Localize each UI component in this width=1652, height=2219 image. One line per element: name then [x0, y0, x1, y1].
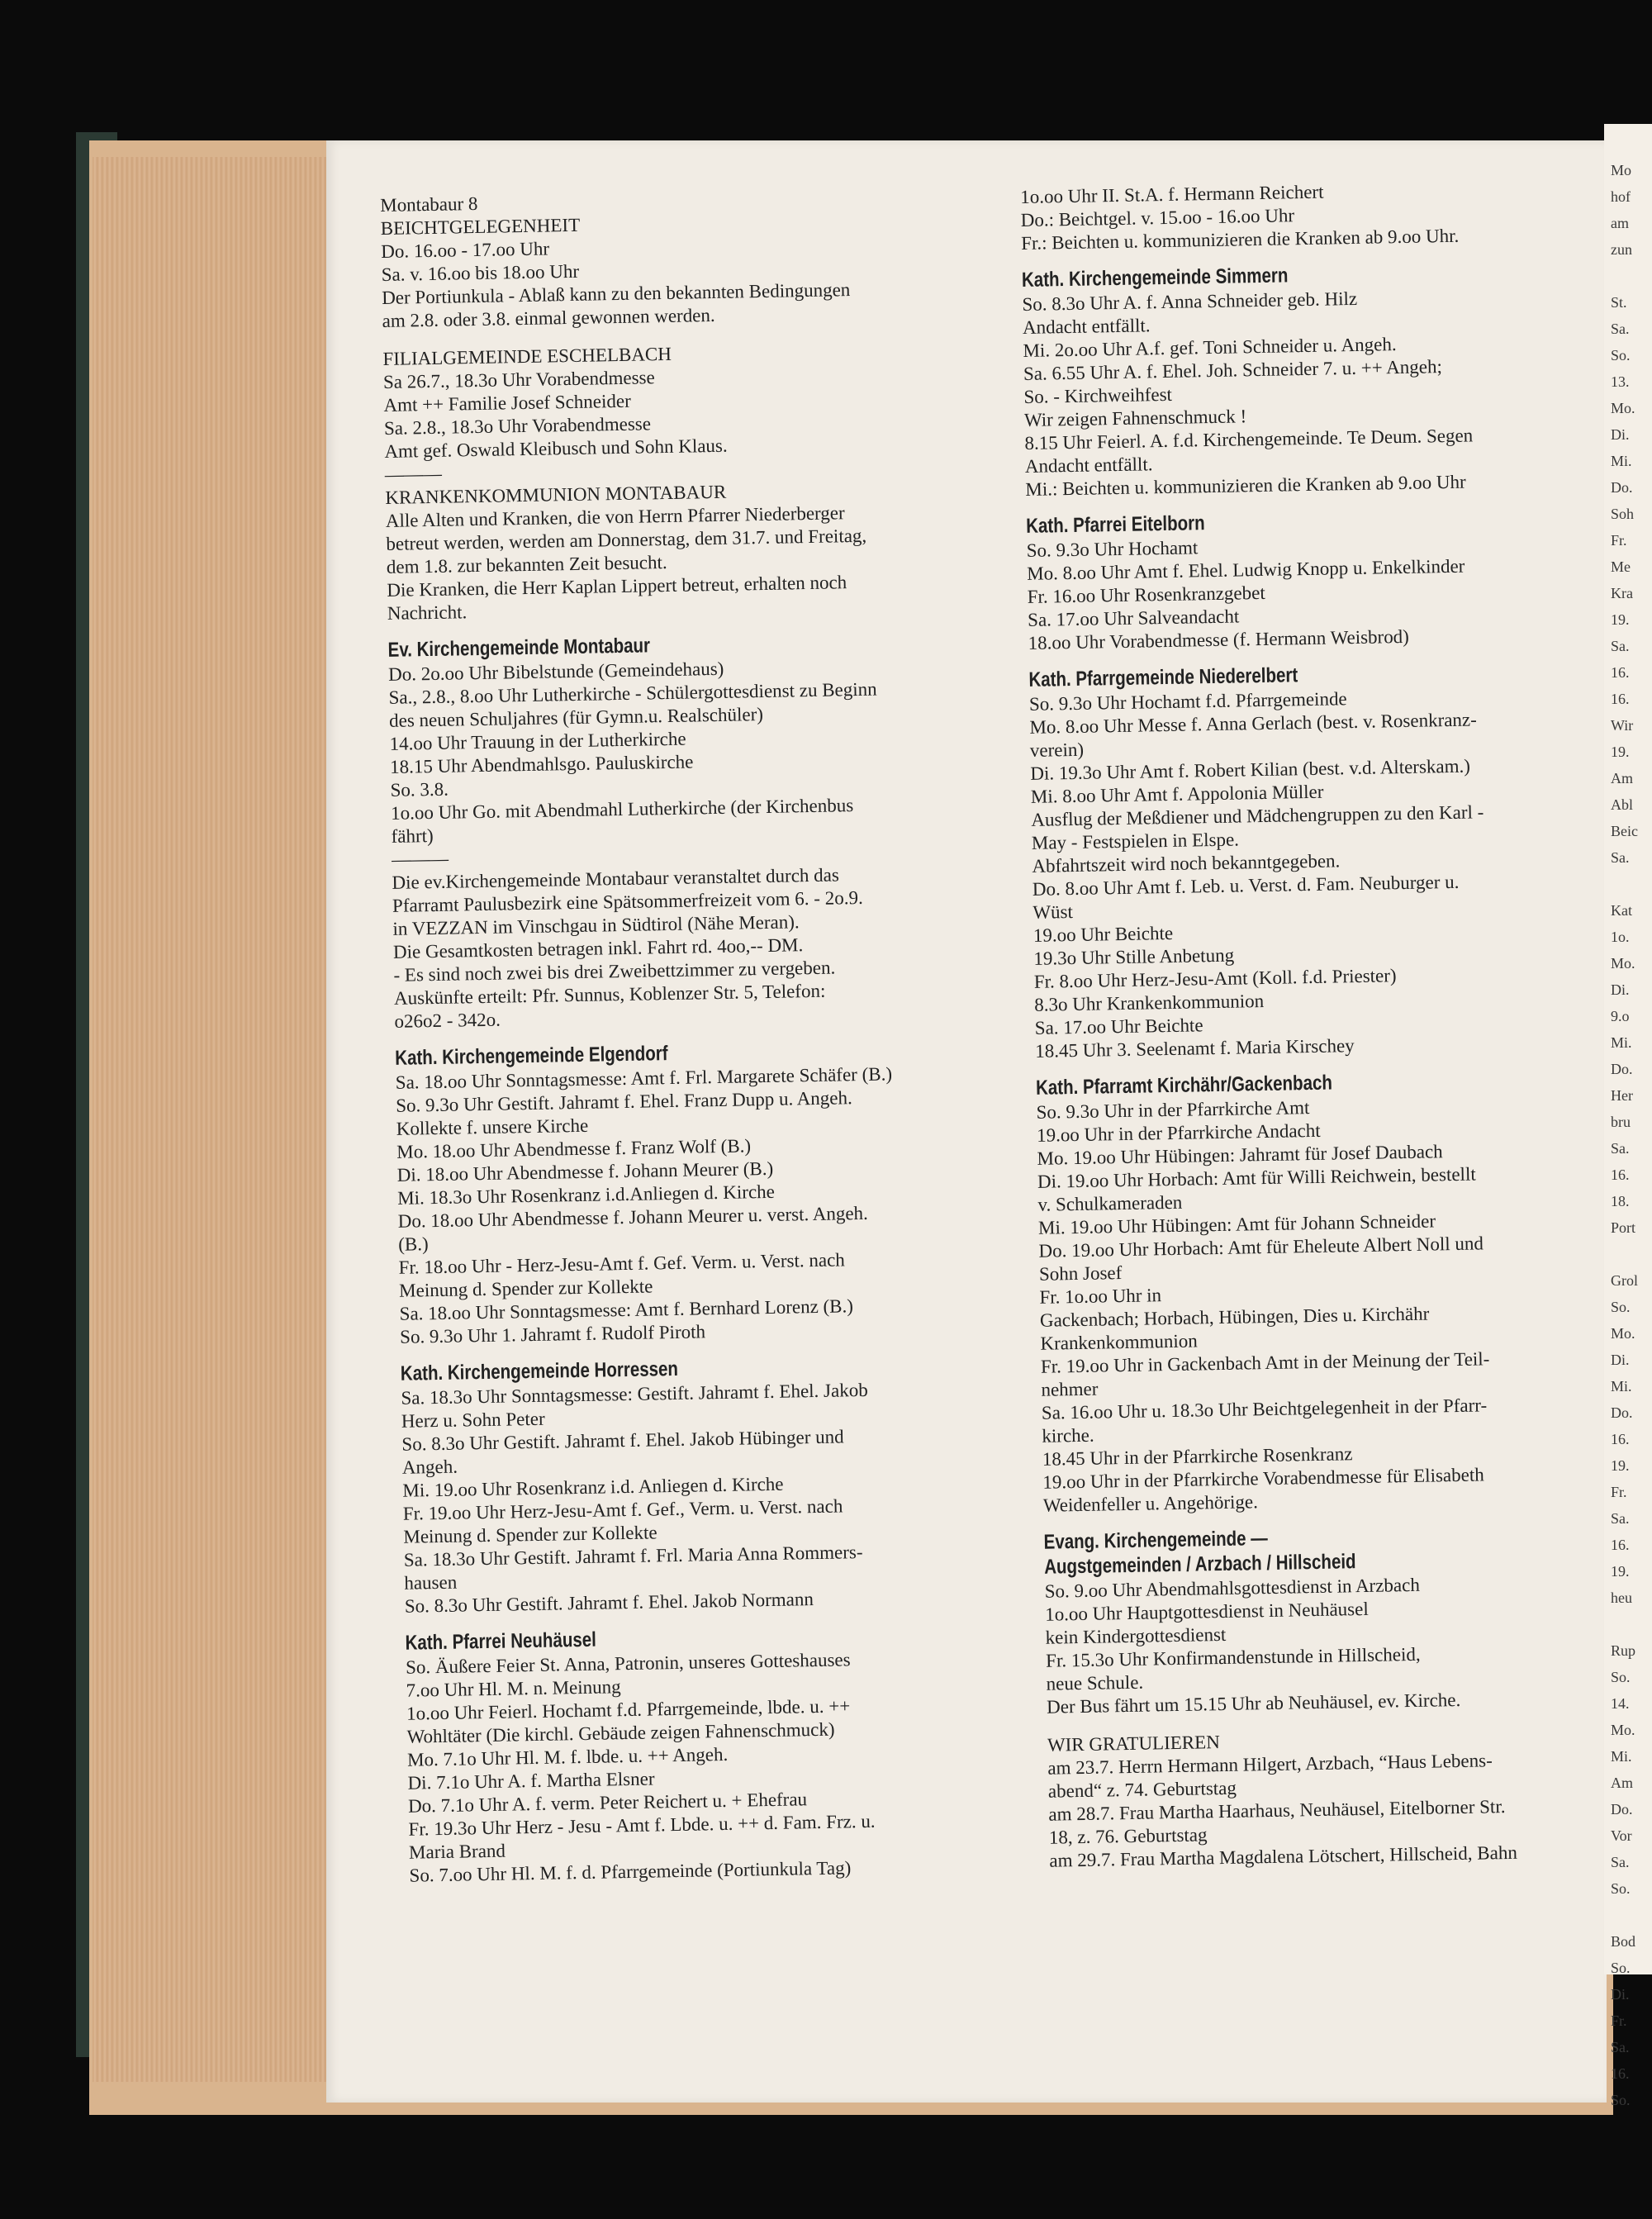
text-line: v. Schulkameraden — [1037, 1191, 1183, 1215]
text-line: Do. 16.oo - 17.oo Uhr — [380, 238, 550, 262]
next-page-fragment: Fr. — [1611, 1484, 1627, 1500]
text-line: Sa. 17.oo Uhr Salveandacht — [1027, 606, 1240, 630]
next-page-fragment: St. — [1611, 294, 1627, 311]
text-line: 19.oo Uhr Beichte — [1032, 922, 1174, 946]
text-line: 1o.oo Uhr Go. mit Abendmahl Lutherkirche (der Kirchenbus — [390, 795, 854, 824]
text-line: abend“ z. 74. Geburtstag — [1047, 1777, 1237, 1802]
next-page-fragment: Me — [1611, 558, 1631, 575]
text-line: ——— — [384, 463, 443, 485]
text-line: Wohltäter (Die kirchl. Gebäude zeigen Fahnenschmuck) — [406, 1718, 835, 1747]
next-page-fragment: Di. — [1611, 981, 1630, 998]
text-line: So. - Kirchweihfest — [1023, 383, 1173, 407]
text-line: Mi. 2o.oo Uhr A.f. gef. Toni Schneider u. Angeh. — [1023, 334, 1397, 361]
next-page-fragment: Do. — [1611, 479, 1633, 496]
text-line: 1o.oo Uhr II. St.A. f. Hermann Reichert — [1020, 181, 1324, 207]
text-line: Do.: Beichtgel. v. 15.oo - 16.oo Uhr — [1020, 205, 1295, 230]
section-heading: Kath. Pfarrei Neuhäusel — [405, 1627, 597, 1655]
text-line: Wir zeigen Fahnenschmuck ! — [1023, 406, 1247, 430]
section-heading: Kath. Pfarrgemeinde Niederelbert — [1028, 663, 1298, 691]
text-line: 7.oo Uhr Hl. M. n. Meinung — [406, 1676, 621, 1701]
text-line: Ausflug der Meßdiener und Mädchengruppen zu den Karl - — [1031, 801, 1484, 830]
next-page-fragment: 16. — [1611, 664, 1630, 681]
next-page-fragment: Di. — [1611, 1352, 1630, 1368]
text-line: Meinung d. Spender zur Kollekte — [398, 1276, 653, 1301]
next-page-fragment: Am — [1611, 1775, 1633, 1791]
text-line: Fr. 1o.oo Uhr in — [1039, 1285, 1162, 1308]
text-line: Do. 19.oo Uhr Horbach: Amt für Eheleute Albert Noll und — [1038, 1233, 1484, 1262]
next-page-fragment: Sa. — [1611, 1140, 1630, 1157]
next-page-fragment: Bod — [1611, 1933, 1636, 1950]
text-line: - Es sind noch zwei bis drei Zweibettzimmer zu vergeben. — [393, 957, 836, 986]
text-line: Sa. v. 16.oo bis 18.oo Uhr — [381, 260, 580, 285]
text-line: Sohn Josef — [1038, 1262, 1123, 1285]
next-page-fragment: 19. — [1611, 1457, 1630, 1474]
next-page-fragment: Kat — [1611, 902, 1632, 919]
next-page-fragment: Rup — [1611, 1642, 1636, 1659]
text-line: kein Kindergottesdienst — [1045, 1623, 1227, 1648]
next-page-fragment: Wir — [1611, 717, 1634, 734]
next-page-fragment: Mi. — [1611, 453, 1632, 469]
left-column-content — [380, 206, 1053, 1887]
text-line: am 23.7. Herrn Hermann Hilgert, Arzbach, “Haus Lebens- — [1047, 1750, 1493, 1779]
text-line: Abfahrtszeit wird noch bekanntgegeben. — [1032, 850, 1341, 877]
next-page-fragment: Di. — [1611, 426, 1630, 443]
next-page-fragment: So. — [1611, 1880, 1631, 1897]
next-page-fragment: Kra — [1611, 585, 1633, 601]
text-line: Fr. 19.3o Uhr Herz - Jesu - Amt f. Lbde. u. ++ d. Fam. Frz. u. — [408, 1810, 876, 1840]
next-page-fragment — [1611, 871, 1652, 897]
next-page-fragment: So. — [1611, 347, 1631, 363]
next-page-fragment: So. — [1611, 1960, 1631, 1976]
text-line: Di. 19.3o Uhr Amt f. Robert Kilian (best. v.d. Alterskam.) — [1030, 755, 1471, 784]
right-column — [1020, 176, 1628, 1873]
text-line: 19.3o Uhr Stille Anbetung — [1033, 944, 1235, 969]
text-line: Do. 7.1o Uhr A. f. verm. Peter Reichert u. + Ehefrau — [407, 1789, 808, 1817]
next-page-fragment: Sa. — [1611, 321, 1630, 337]
text-line: (B.) — [397, 1233, 429, 1255]
next-page-fragment: Di. — [1611, 1986, 1630, 2003]
text-line: FILIALGEMEINDE ESCHELBACH — [382, 343, 672, 369]
text-line: Sa. 18.oo Uhr Sonntagsmesse: Amt f. Bernhard Lorenz (B.) — [399, 1295, 854, 1324]
text-line: Auskünfte erteilt: Pfr. Sunnus, Koblenzer Str. 5, Telefon: — [393, 980, 826, 1009]
text-line: Sa., 2.8., 8.oo Uhr Lutherkirche - Schülergottesdienst zu Beginn — [388, 678, 877, 708]
text-line: Do. 8.oo Uhr Amt f. Leb. u. Verst. d. Fam. Neuburger u. — [1032, 871, 1460, 900]
text-line: Mi.: Beichten u. kommunizieren die Kranken ab 9.oo Uhr — [1025, 471, 1466, 500]
text-line: am 28.7. Frau Martha Haarhaus, Neuhäusel, Eitelborner Str. — [1048, 1796, 1506, 1825]
next-page-fragment: Do. — [1611, 1404, 1633, 1421]
next-page-fragment: Abl — [1611, 796, 1633, 813]
text-line: So. 9.3o Uhr Hochamt — [1026, 537, 1199, 561]
section-heading: Evang. Kirchengemeinde — — [1043, 1527, 1268, 1554]
next-page-fragment: hof — [1611, 188, 1631, 205]
next-page-fragment: bru — [1611, 1114, 1631, 1130]
next-page-fragment: Soh — [1611, 506, 1635, 522]
text-line: des neuen Schuljahres (für Gymn.u. Realschüler) — [388, 704, 764, 731]
text-line: 8.15 Uhr Feierl. A. f.d. Kirchengemeinde. Te Deum. Segen — [1024, 425, 1474, 454]
text-line: hausen — [404, 1571, 458, 1594]
text-line: Fr. 8.oo Uhr Herz-Jesu-Amt (Koll. f.d. Priester) — [1033, 965, 1397, 992]
text-line: Der Portiunkula - Ablaß kann zu den bekannten Bedingungen — [381, 279, 851, 308]
page-edges — [93, 157, 332, 2082]
text-line: Andacht entfällt. — [1024, 454, 1153, 477]
next-page-fragment: Sa. — [1611, 638, 1630, 654]
next-page-fragment: 16. — [1611, 1167, 1630, 1183]
text-line: Der Bus fährt um 15.15 Uhr ab Neuhäusel, ev. Kirche. — [1046, 1689, 1461, 1718]
text-line: May - Festspielen in Elspe. — [1031, 829, 1240, 853]
text-line: Die ev.Kirchengemeinde Montabaur veranstaltet durch das — [392, 864, 840, 893]
next-page-fragment: Port — [1611, 1219, 1636, 1236]
text-line: Pfarramt Paulusbezirk eine Spätsommerfreizeit vom 6. - 2o.9. — [392, 886, 863, 916]
next-page-fragment: 1o. — [1611, 929, 1630, 945]
next-page-fragment: Mi. — [1611, 1378, 1632, 1395]
text-line: nehmer — [1041, 1378, 1099, 1400]
text-line: 18.45 Uhr in der Pfarrkirche Rosenkranz — [1042, 1443, 1353, 1470]
next-page-fragment: 16. — [1611, 1431, 1630, 1447]
text-line: Mi. 18.3o Uhr Rosenkranz i.d.Anliegen d. Kirche — [396, 1181, 776, 1209]
text-line: am 29.7. Frau Martha Magdalena Lötschert, Hillscheid, Bahn — [1049, 1841, 1518, 1871]
text-line: So. 8.3o Uhr Gestift. Jahramt f. Ehel. Jakob Normann — [404, 1589, 814, 1617]
section-heading: Kath. Pfarramt Kirchähr/Gackenbach — [1035, 1071, 1333, 1100]
text-line: Di. 19.oo Uhr Horbach: Amt für Willi Reichwein, bestellt — [1037, 1163, 1476, 1192]
section-heading: Kath. Pfarrei Eitelborn — [1025, 511, 1205, 538]
next-page-fragment: Mo — [1611, 162, 1632, 178]
next-page-fragment: 9.o — [1611, 1008, 1630, 1024]
section-heading: Augstgemeinden / Arzbach / Hillscheid — [1043, 1550, 1356, 1579]
text-line: Mo. 7.1o Uhr Hl. M. f. lbde. u. ++ Angeh. — [406, 1743, 729, 1770]
next-page-fragment: So. — [1611, 2092, 1631, 2108]
text-line: dem 1.8. zur bekannten Zeit besucht. — [386, 552, 667, 577]
text-line: Weidenfeller u. Angehörige. — [1042, 1491, 1259, 1516]
next-page-fragment: Mi. — [1611, 1034, 1632, 1051]
text-line: Gackenbach; Horbach, Hübingen, Dies u. Kirchähr — [1039, 1303, 1430, 1331]
next-page-fragment: zun — [1611, 241, 1632, 258]
text-line: 18.15 Uhr Abendmahlsgo. Pauluskirche — [389, 751, 694, 777]
text-line: So. 9.3o Uhr Hochamt f.d. Pfarrgemeinde — [1028, 688, 1347, 715]
text-line: Mi. 8.oo Uhr Amt f. Appolonia Müller — [1030, 781, 1324, 807]
next-page-fragment: 16. — [1611, 2065, 1630, 2082]
next-page-fragment — [1611, 263, 1652, 289]
text-line: Nachricht. — [387, 601, 468, 624]
next-page-fragment: Sa. — [1611, 2039, 1630, 2055]
text-line: So. 9.3o Uhr Gestift. Jahramt f. Ehel. Franz Dupp u. Angeh. — [396, 1087, 852, 1116]
next-page-fragment: Mo. — [1611, 955, 1635, 972]
text-line: Fr. 18.oo Uhr - Herz-Jesu-Amt f. Gef. Verm. u. Verst. nach — [398, 1249, 846, 1278]
text-line: So. Äußere Feier St. Anna, Patronin, unseres Gotteshauses — [405, 1649, 851, 1678]
text-line: Meinung d. Spender zur Kollekte — [403, 1522, 657, 1547]
text-line: betreut werden, werden am Donnerstag, dem 31.7. und Freitag, — [386, 525, 867, 554]
text-line: neue Schule. — [1046, 1671, 1144, 1694]
text-line: Sa 26.7., 18.3o Uhr Vorabendmesse — [382, 367, 655, 392]
next-page-fragment: am — [1611, 215, 1629, 231]
text-line: Sa. 17.oo Uhr Beichte — [1034, 1014, 1203, 1038]
text-line: 1o.oo Uhr Feierl. Hochamt f.d. Pfarrgemeinde, lbde. u. ++ — [406, 1695, 851, 1724]
text-line: Di. 18.oo Uhr Abendmesse f. Johann Meurer (B.) — [396, 1157, 774, 1186]
text-line: 18, z. 76. Geburtstag — [1048, 1824, 1208, 1848]
text-line: am 2.8. oder 3.8. einmal gewonnen werden. — [382, 304, 715, 331]
text-line: Fr. 16.oo Uhr Rosenkranzgebet — [1027, 582, 1265, 607]
left-column — [380, 183, 1054, 1887]
next-page-fragment — [1611, 1902, 1652, 1928]
text-line: So. 7.oo Uhr Hl. M. f. d. Pfarrgemeinde (Portiunkula Tag) — [409, 1857, 852, 1886]
text-line: BEICHTGELEGENHEIT — [380, 214, 581, 239]
next-page-fragment: Mi. — [1611, 1748, 1632, 1765]
text-line: Krankenkommunion — [1040, 1330, 1199, 1354]
text-line: Mo. 19.oo Uhr Hübingen: Jahramt für Josef Daubach — [1037, 1141, 1443, 1169]
text-line: Amt gef. Oswald Kleibusch und Sohn Klaus. — [384, 435, 728, 462]
text-line: Di. 7.1o Uhr A. f. Martha Elsner — [407, 1768, 655, 1794]
text-line: So. 9.3o Uhr in der Pfarrkirche Amt — [1036, 1097, 1310, 1123]
text-line: Fr. 15.3o Uhr Konfirmandenstunde in Hillscheid, — [1045, 1643, 1421, 1671]
right-column-content — [1020, 176, 1628, 1873]
next-page-fragment: 16. — [1611, 691, 1630, 707]
text-line: fährt) — [391, 824, 434, 847]
text-line: Mo. 8.oo Uhr Messe f. Anna Gerlach (best. v. Rosenkranz- — [1029, 709, 1478, 738]
section-heading: Kath. Kirchengemeinde Horressen — [400, 1357, 679, 1385]
text-line: KRANKENKOMMUNION MONTABAUR — [385, 481, 727, 508]
text-line: 1o.oo Uhr Hauptgottesdienst in Neuhäusel — [1044, 1598, 1369, 1625]
next-page-fragment: 16. — [1611, 1537, 1630, 1553]
next-page-fragment: Do. — [1611, 1801, 1633, 1817]
next-page-fragment: Fr. — [1611, 2012, 1627, 2029]
text-line: Fr. 19.oo Uhr Herz-Jesu-Amt f. Gef., Verm. u. Verst. nach — [402, 1495, 843, 1524]
next-page-fragment: Sa. — [1611, 1510, 1630, 1527]
section-heading: Kath. Kirchengemeinde Elgendorf — [395, 1042, 668, 1070]
text-line: Sa. 18.oo Uhr Sonntagsmesse: Amt f. Frl. Margarete Schäfer (B.) — [395, 1063, 893, 1093]
text-line: So. 3.8. — [390, 778, 449, 801]
next-page-fragment: 14. — [1611, 1695, 1630, 1712]
text-line: kirche. — [1042, 1424, 1094, 1447]
text-line: 8.3o Uhr Krankenkommunion — [1034, 991, 1265, 1015]
text-line: Amt ++ Familie Josef Schneider — [383, 390, 631, 416]
text-line: Do. 2o.oo Uhr Bibelstunde (Gemeindehaus) — [387, 658, 724, 685]
text-line: Angeh. — [401, 1456, 458, 1478]
text-line: So. 8.3o Uhr Gestift. Jahramt f. Ehel. Jakob Hübinger und — [401, 1426, 844, 1455]
text-line: 19.oo Uhr in der Pfarrkirche Vorabendmesse für Elisabeth — [1042, 1464, 1484, 1493]
text-line: Mi. 19.oo Uhr Hübingen: Amt für Johann Schneider — [1037, 1210, 1436, 1238]
next-page-fragment: 19. — [1611, 744, 1630, 760]
next-page-fragment: So. — [1611, 1299, 1631, 1315]
text-line: Wüst — [1032, 901, 1074, 923]
text-line: Sa. 16.oo Uhr u. 18.3o Uhr Beichtgelegenheit in der Pfarr- — [1041, 1395, 1488, 1423]
next-page-fragment: So. — [1611, 1669, 1631, 1685]
text-line: Fr.: Beichten u. kommunizieren die Kranken ab 9.oo Uhr. — [1020, 225, 1460, 254]
next-page-fragment: 19. — [1611, 611, 1630, 628]
next-page-fragment: Mo. — [1611, 400, 1635, 416]
text-line: Die Kranken, die Herr Kaplan Lippert betreut, erhalten noch — [387, 572, 847, 601]
text-line: WIR GRATULIEREN — [1047, 1732, 1221, 1756]
text-line: Maria Brand — [408, 1840, 506, 1863]
text-line: Andacht entfällt. — [1022, 315, 1151, 338]
text-line: Fr. 19.oo Uhr in Gackenbach Amt in der Meinung der Teil- — [1040, 1348, 1490, 1377]
text-line: Die Gesamtkosten betragen inkl. Fahrt rd. 4oo,-- DM. — [392, 934, 804, 962]
next-page-fragment: Mo. — [1611, 1722, 1635, 1738]
section-heading: Ev. Kirchengemeinde Montabaur — [387, 634, 651, 662]
text-line: 19.oo Uhr in der Pfarrkirche Andacht — [1036, 1119, 1321, 1146]
text-line: Mo. 8.oo Uhr Amt f. Ehel. Ludwig Knopp u. Enkelkinder — [1026, 555, 1465, 584]
running-header: Montabaur 8 — [380, 192, 478, 216]
text-line: 18.oo Uhr Vorabendmesse (f. Hermann Weisbrod) — [1028, 625, 1410, 653]
next-page-fragment: Grol — [1611, 1272, 1638, 1289]
section-heading: Kath. Kirchengemeinde Simmern — [1021, 264, 1289, 292]
next-page-fragment: Sa. — [1611, 849, 1630, 866]
text-line: o26o2 - 342o. — [394, 1009, 501, 1032]
text-line: Alle Alten und Kranken, die von Herrn Pfarrer Niederberger — [385, 502, 845, 531]
text-line: So. 9.oo Uhr Abendmahlsgottesdienst in Arzbach — [1044, 1574, 1421, 1602]
text-line: So. 9.3o Uhr 1. Jahramt f. Rudolf Piroth — [399, 1321, 706, 1347]
text-line: Kollekte f. unsere Kirche — [396, 1114, 589, 1139]
text-line: Mi. 19.oo Uhr Rosenkranz i.d. Anliegen d. Kirche — [402, 1473, 784, 1501]
next-page-fragment: Do. — [1611, 1061, 1633, 1077]
next-page-fragment: Mo. — [1611, 1325, 1635, 1342]
next-page-fragment: Fr. — [1611, 532, 1627, 549]
text-line: Sa. 18.3o Uhr Gestift. Jahramt f. Frl. Maria Anna Rommers- — [403, 1542, 863, 1570]
next-page-fragment: heu — [1611, 1589, 1632, 1606]
next-page-fragment: Beic — [1611, 823, 1638, 839]
next-page-fragment: 13. — [1611, 373, 1630, 390]
text-line: Sa. 18.3o Uhr Sonntagsmesse: Gestift. Jahramt f. Ehel. Jakob — [401, 1379, 868, 1409]
next-page-fragment: Vor — [1611, 1827, 1632, 1844]
text-line: Do. 18.oo Uhr Abendmesse f. Johann Meurer u. verst. Angeh. — [397, 1202, 868, 1232]
next-page-fragment: 18. — [1611, 1193, 1630, 1209]
next-page-fragment: Her — [1611, 1087, 1633, 1104]
text-line: Sa. 6.55 Uhr A. f. Ehel. Joh. Schneider 7. u. ++ Angeh; — [1023, 356, 1443, 384]
text-line: Herz u. Sohn Peter — [401, 1408, 545, 1432]
text-line: Mo. 18.oo Uhr Abendmesse f. Franz Wolf (B.) — [396, 1135, 752, 1162]
text-line: verein) — [1029, 739, 1085, 761]
text-line: So. 8.3o Uhr A. f. Anna Schneider geb. Hilz — [1022, 287, 1358, 315]
text-line: in VEZZAN im Vinschgau in Südtirol (Nähe Meran). — [392, 911, 800, 939]
next-page-fragment: 19. — [1611, 1563, 1630, 1580]
text-line: 18.45 Uhr 3. Seelenamt f. Maria Kirschey — [1035, 1035, 1355, 1062]
text-line: 14.oo Uhr Trauung in der Lutherkirche — [389, 728, 686, 754]
next-page-fragment: Sa. — [1611, 1854, 1630, 1870]
next-page-fragment: Am — [1611, 770, 1633, 786]
text-line: Sa. 2.8., 18.3o Uhr Vorabendmesse — [383, 413, 652, 439]
text-line: ——— — [391, 848, 449, 870]
